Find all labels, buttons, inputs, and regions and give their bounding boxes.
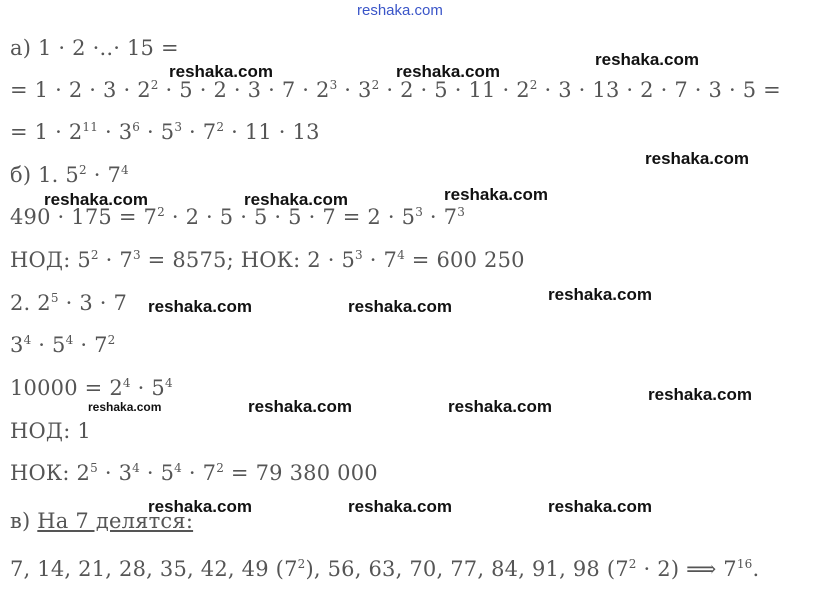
line-2-first: 2. $2^5 \cdot 3 \cdot 7$ (10, 291, 128, 315)
watermark: reshaka.com (648, 385, 752, 404)
watermark: reshaka.com (148, 497, 252, 516)
watermark: reshaka.com (448, 397, 552, 416)
line-a-header: а) 1 · 2 ·..· 15 = (10, 36, 179, 60)
watermark: reshaka.com (248, 397, 352, 416)
line-v-list: 7, 14, 21, 28, 35, 42, 49 $(7^2)$, 56, 63, 70, 77, 84, 91, 98 $(7^2 \cdot 2)$ ⟹ $7^{16}$. (10, 557, 760, 581)
line-b-header: б) 1. $5^2 \cdot 7^4$ (10, 163, 129, 187)
line-a-factorization: = $1 \cdot 2 \cdot 3 \cdot 2^2 \cdot 5 \cdot 2 \cdot 3 \cdot 7 \cdot 2^3 \cdot 3^2 \cdot 2 \cdot 5 \cdot 11 \cdot 2^2 \cdot 3 \cdot 13 \cdot 2 \cdot 7 \cdot 3 \cdot 5$ = (10, 78, 781, 102)
watermark: reshaka.com (88, 400, 162, 414)
watermark: reshaka.com (348, 497, 452, 516)
line-2-nok: НОК: $2^5 \cdot 3^4 \cdot 5^4 \cdot 7^2 = 79$ 380 000 (10, 461, 378, 485)
line-b-product: $490 \cdot 175 = 7^2 \cdot 2 \cdot 5 \cdot 5 \cdot 5 \cdot 7 = 2 \cdot 5^3 \cdot 7^3$ (10, 205, 466, 229)
watermark: reshaka.com (244, 190, 348, 209)
watermark: reshaka.com (148, 297, 252, 316)
watermark: reshaka.com (396, 62, 500, 81)
line-a-result: = $1 \cdot 2^{11} \cdot 3^6 \cdot 5^3 \cdot 7^2 \cdot 11 \cdot 13$ (10, 120, 320, 144)
line-v-header: в) На 7 делятся: (10, 509, 194, 533)
line-b-nod-nok: НОД: $5^2 \cdot 7^3 = 8575$; НОК: $2 \cdot 5^3 \cdot 7^4 = 600$ 250 (10, 248, 525, 272)
watermark: reshaka.com (645, 149, 749, 168)
watermark: reshaka.com (348, 297, 452, 316)
watermark-top: reshaka.com (357, 2, 443, 19)
watermark: reshaka.com (548, 497, 652, 516)
watermark: reshaka.com (169, 62, 273, 81)
watermark: reshaka.com (595, 50, 699, 69)
line-2-third: $10000 = 2^4 \cdot 5^4$ (10, 376, 173, 400)
watermark: reshaka.com (444, 185, 548, 204)
line-2-nod: НОД: 1 (10, 419, 91, 443)
watermark: reshaka.com (44, 190, 148, 209)
line-2-second: $3^4 \cdot 5^4 \cdot 7^2$ (10, 333, 116, 357)
watermark: reshaka.com (548, 285, 652, 304)
